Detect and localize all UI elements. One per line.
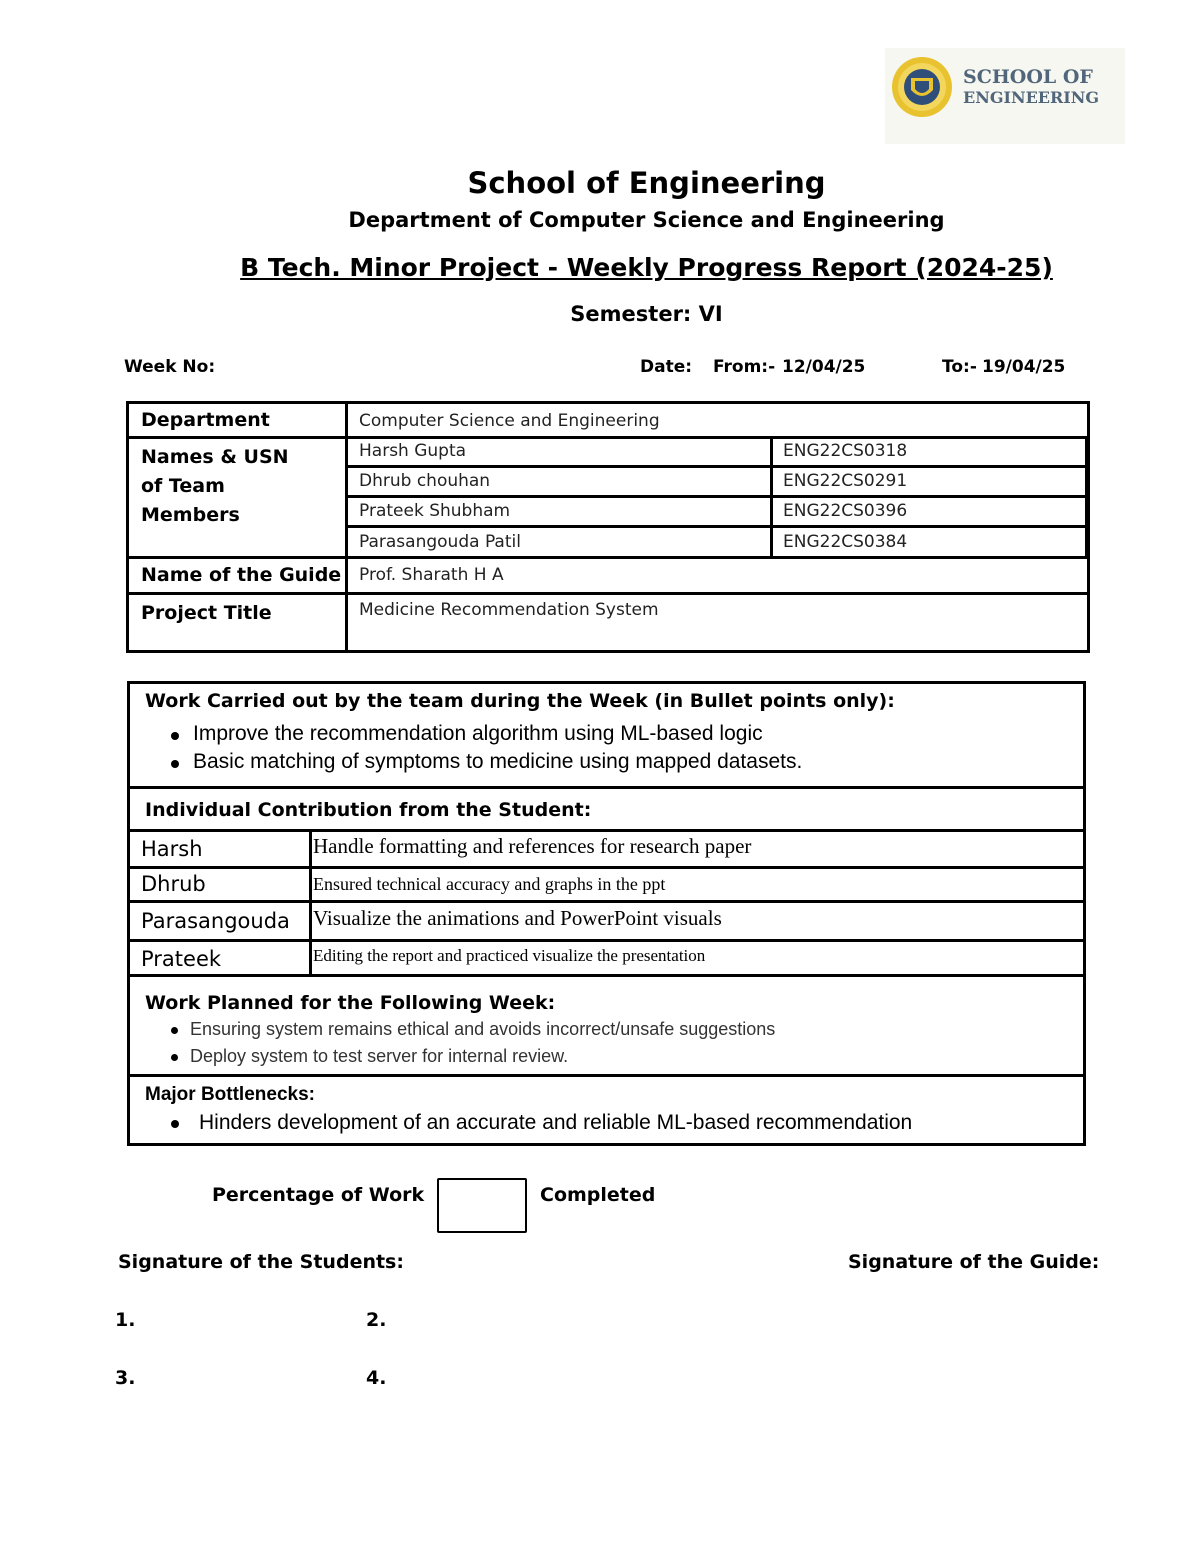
- members-label-line1: Names & USN: [141, 446, 289, 468]
- school-logo: [885, 48, 1125, 144]
- from-date: 12/04/25: [782, 357, 866, 377]
- to-date: 19/04/25: [982, 357, 1066, 377]
- member-usn: ENG22CS0396: [783, 501, 908, 521]
- signature-number: 2.: [366, 1309, 387, 1331]
- percentage-label: Percentage of Work: [212, 1184, 425, 1206]
- department-subtitle: Department of Computer Science and Engineering: [348, 208, 945, 232]
- logo-line2: ENGINEERING: [963, 88, 1100, 107]
- department-label: Department: [141, 409, 270, 431]
- school-seal-icon: [891, 56, 953, 118]
- signature-number: 4.: [366, 1367, 387, 1389]
- member-name: Dhrub chouhan: [359, 471, 491, 491]
- logo-line1: SCHOOL OF: [963, 66, 1093, 88]
- contributor-task: Handle formatting and references for research paper: [313, 834, 752, 858]
- guide-value: Prof. Sharath H A: [359, 565, 504, 585]
- report-title-wrap: [0, 253, 1200, 282]
- contributor-name: Dhrub: [141, 872, 206, 896]
- percentage-box[interactable]: [437, 1178, 527, 1233]
- member-name: Harsh Gupta: [359, 441, 467, 461]
- planned-item: Ensuring system remains ethical and avoids incorrect/unsafe suggestions: [190, 1019, 776, 1039]
- bottlenecks-heading: Major Bottlenecks:: [145, 1084, 315, 1105]
- member-name: Prateek Shubham: [359, 501, 511, 521]
- contributor-task: Visualize the animations and PowerPoint visuals: [313, 906, 722, 930]
- member-usn: ENG22CS0384: [783, 532, 908, 552]
- member-usn: ENG22CS0318: [783, 441, 908, 461]
- members-label-line3: Members: [141, 504, 240, 526]
- department-value: Computer Science and Engineering: [359, 411, 660, 431]
- bullet-icon: [171, 1120, 179, 1128]
- bullet-icon: [171, 1027, 178, 1034]
- bullet-icon: [171, 732, 179, 740]
- contributor-task: Editing the report and practiced visualize the presentation: [313, 946, 706, 965]
- report-title: B Tech. Minor Project - Weekly Progress Report (2024-25): [240, 253, 1053, 282]
- contributor-name: Parasangouda: [141, 909, 290, 933]
- bullet-icon: [171, 760, 179, 768]
- member-usn: ENG22CS0291: [783, 471, 908, 491]
- guide-label: Name of the Guide: [141, 564, 342, 586]
- planned-item: Deploy system to test server for internal review.: [190, 1046, 569, 1066]
- week-label: Week No:: [124, 357, 216, 377]
- to-label: To:-: [942, 357, 977, 377]
- signature-number: 3.: [115, 1367, 136, 1389]
- project-label: Project Title: [141, 602, 272, 624]
- signature-number: 1.: [115, 1309, 136, 1331]
- semester: Semester: VI: [570, 302, 723, 326]
- planned-heading: Work Planned for the Following Week:: [145, 992, 556, 1014]
- contributor-task: Ensured technical accuracy and graphs in the ppt: [313, 874, 666, 894]
- bottleneck-item: Hinders development of an accurate and reliable ML-based recommendation: [199, 1111, 913, 1134]
- contributor-name: Prateek: [141, 947, 222, 971]
- page-title: School of Engineering: [467, 166, 826, 200]
- work-item: Basic matching of symptoms to medicine using mapped datasets.: [193, 750, 803, 773]
- from-label: From:-: [713, 357, 776, 377]
- guide-signature-label: Signature of the Guide:: [848, 1251, 1100, 1273]
- bullet-icon: [171, 1054, 178, 1061]
- member-name: Parasangouda Patil: [359, 532, 521, 552]
- members-label: [141, 443, 289, 530]
- work-item: Improve the recommendation algorithm using ML-based logic: [193, 722, 763, 745]
- contribution-heading: Individual Contribution from the Student:: [145, 799, 592, 821]
- date-label: Date:: [640, 357, 693, 377]
- contributor-name: Harsh: [141, 837, 203, 861]
- percentage-suffix: Completed: [540, 1184, 656, 1206]
- members-label-line2: of Team: [141, 475, 225, 497]
- students-signature-label: Signature of the Students:: [118, 1251, 404, 1273]
- project-value: Medicine Recommendation System: [359, 600, 659, 620]
- work-heading: Work Carried out by the team during the Week (in Bullet points only):: [145, 690, 895, 712]
